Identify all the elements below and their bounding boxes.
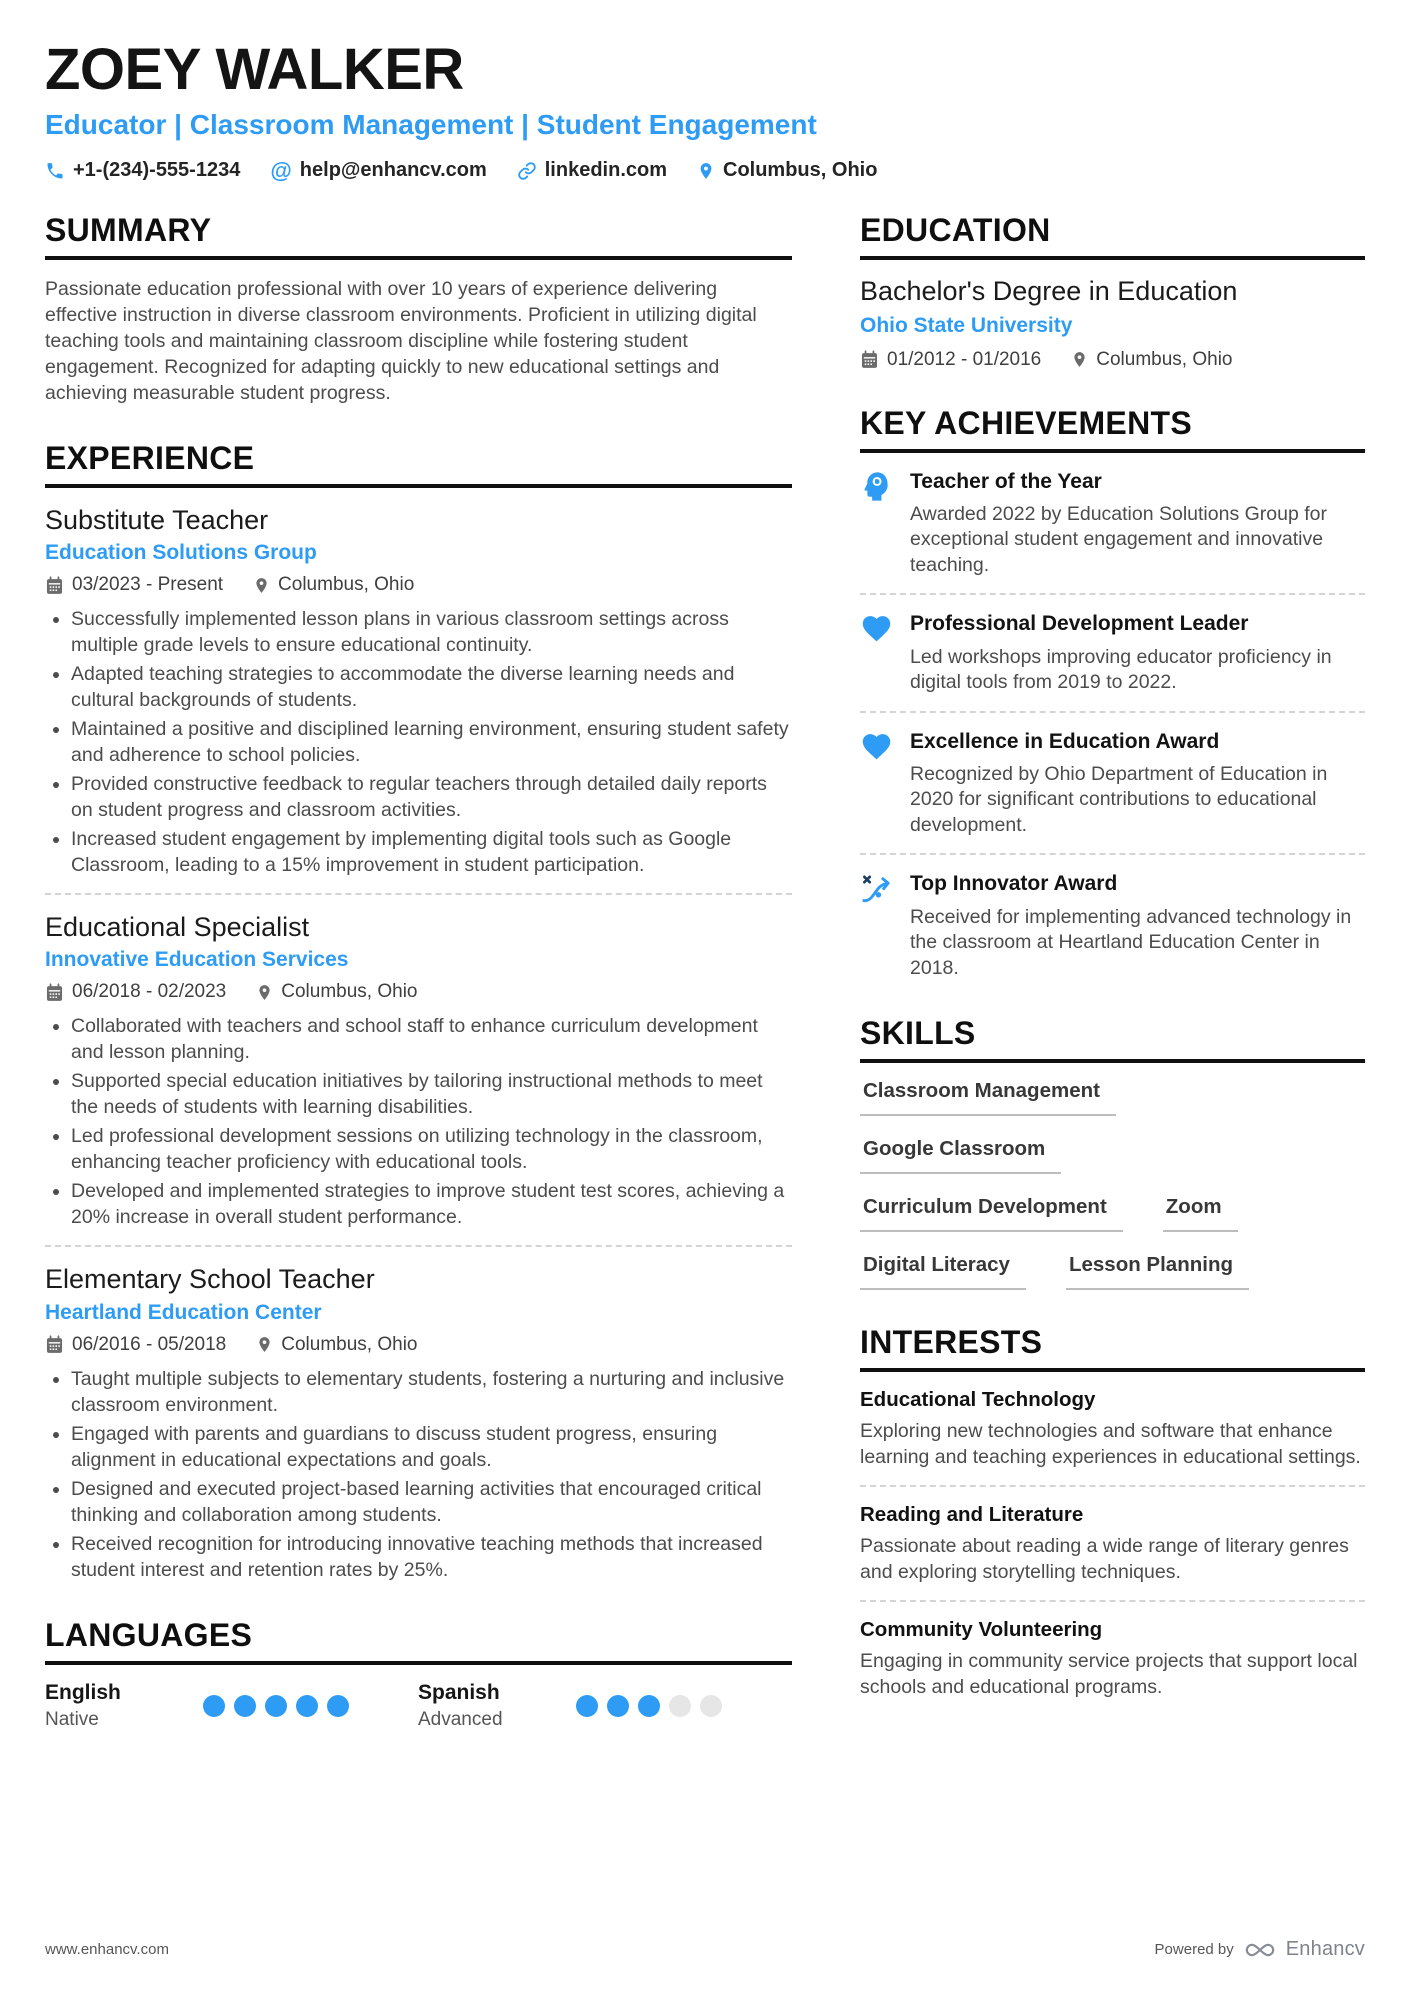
achievement-text: Recognized by Ohio Department of Education in 2020 for significant contributions to educational development. (910, 762, 1328, 836)
right-column (860, 212, 1365, 1734)
job-bullet: • Developed and implemented strategies to improve student test scores, achieving a 20% increase in overall student performance. (71, 1178, 792, 1230)
email-contact[interactable] (270, 159, 486, 182)
achievement-title: Professional Development Leader (910, 612, 1249, 636)
experience-entry (45, 504, 792, 878)
job-dates-text: 06/2018 - 02/2023 (72, 981, 227, 1003)
education-location (1071, 349, 1232, 371)
skill-tag: Zoom (1163, 1195, 1238, 1232)
job-bullet: • Supported special education initiatives by tailoring instructional methods to meet the needs of students with learning disabilities. (71, 1068, 792, 1120)
achievements-heading: KEY ACHIEVEMENTS (860, 405, 1365, 453)
experience-entry (45, 1263, 792, 1582)
interest-text: Engaging in community service projects that support local schools and educational programs. (860, 1649, 1358, 1698)
education-heading: EDUCATION (860, 212, 1365, 260)
job-title: Educational Specialist (45, 912, 310, 943)
achievement-title: Excellence in Education Award (910, 729, 1220, 753)
summary-text: Passionate education professional with over 10 years of experience delivering effective instruction in diverse classroom environments. Proficient in utilizing digital teaching tools and maintaining classroom discipline while fostering student engagement. Recognized for adapting quickly to new educational settings and achieving measurable student progress. (45, 277, 757, 404)
brand-name: Enhancv (1285, 1938, 1365, 1960)
languages-row (45, 1681, 792, 1731)
skill-tag: Google Classroom (860, 1137, 1061, 1174)
enhancv-logo-icon (1244, 1942, 1276, 1958)
head-idea-icon (860, 469, 894, 579)
job-dates (45, 981, 226, 1003)
interest-title: Community Volunteering (860, 1617, 1103, 1641)
powered-by-label: Powered by (1154, 1941, 1234, 1958)
phone-number: +1-(234)-555-1234 (73, 159, 241, 182)
achievement-item (860, 469, 1365, 579)
language-level: Native (45, 1708, 99, 1730)
experience-section (45, 440, 792, 1583)
website-contact[interactable] (517, 159, 667, 182)
powered-by[interactable] (1155, 1938, 1365, 1961)
interest-title: Educational Technology (860, 1387, 1096, 1411)
achievement-item (860, 611, 1365, 695)
job-company: Heartland Education Center (45, 1300, 322, 1324)
skill-tag: Curriculum Development (860, 1195, 1123, 1232)
entry-divider (45, 893, 792, 895)
entry-divider (860, 853, 1365, 855)
page-footer (45, 1938, 1365, 1961)
interest-item (860, 1503, 1365, 1585)
calendar-icon (45, 983, 64, 1002)
strategy-arrow-icon (860, 871, 894, 981)
job-location-text: Columbus, Ohio (281, 981, 418, 1003)
achievement-title: Top Innovator Award (910, 872, 1118, 896)
location-text: Columbus, Ohio (723, 159, 878, 182)
summary-section (45, 212, 792, 406)
achievement-item (860, 871, 1365, 981)
job-title: Substitute Teacher (45, 504, 269, 535)
education-meta (860, 349, 1365, 371)
location-contact (697, 159, 877, 182)
calendar-icon (45, 1335, 64, 1354)
calendar-icon (45, 576, 64, 595)
entry-divider (860, 1600, 1365, 1602)
job-bullet: • Received recognition for introducing innovative teaching methods that increased student interest and retention rates by 25%. (71, 1531, 792, 1583)
job-dates (45, 1334, 226, 1356)
achievement-text: Led workshops improving educator proficiency in digital tools from 2019 to 2022. (910, 645, 1332, 694)
entry-divider (860, 1485, 1365, 1487)
languages-section (45, 1617, 792, 1731)
experience-heading: EXPERIENCE (45, 440, 792, 488)
left-column (45, 212, 792, 1765)
skills-heading: SKILLS (860, 1015, 1365, 1063)
heart-icon (860, 729, 894, 839)
language-item (45, 1681, 418, 1731)
degree-title: Bachelor's Degree in Education (860, 275, 1238, 306)
job-bullet: • Designed and executed project-based learning activities that encouraged critical thinking and collaboration among students. (71, 1476, 792, 1528)
link-icon (517, 161, 537, 181)
job-title: Elementary School Teacher (45, 1264, 375, 1295)
job-location-text: Columbus, Ohio (281, 1333, 418, 1355)
interests-heading: INTERESTS (860, 1324, 1365, 1372)
calendar-icon (860, 350, 879, 369)
job-bullet: • Maintained a positive and disciplined learning environment, ensuring student safety and adherence to school policies. (71, 716, 792, 768)
resume-header (45, 37, 1365, 183)
job-bullet: • Provided constructive feedback to regular teachers through detailed daily reports on student progress and classroom activities. (71, 771, 792, 823)
language-proficiency-dots (203, 1695, 349, 1717)
education-dates-text: 01/2012 - 01/2016 (887, 348, 1042, 370)
pin-icon (256, 1336, 273, 1353)
experience-entry (45, 911, 792, 1230)
phone-contact[interactable] (45, 159, 240, 182)
interest-item (860, 1618, 1365, 1700)
languages-heading: LANGUAGES (45, 1617, 792, 1665)
job-bullets (45, 1013, 792, 1230)
job-bullets (45, 606, 792, 878)
job-location (256, 981, 417, 1003)
entry-divider (860, 593, 1365, 595)
job-location (256, 1334, 417, 1356)
job-bullet: • Adapted teaching strategies to accommodate the diverse learning needs and cultural backgrounds of students. (71, 661, 792, 713)
pin-icon (253, 577, 270, 594)
job-bullet: • Taught multiple subjects to elementary students, fostering a nurturing and inclusive classroom environment. (71, 1366, 792, 1418)
interest-item (860, 1388, 1365, 1470)
skill-tag: Classroom Management (860, 1079, 1116, 1116)
education-dates (860, 349, 1041, 371)
job-company: Education Solutions Group (45, 541, 317, 565)
interests-section (860, 1324, 1365, 1700)
language-name: English (45, 1680, 121, 1704)
interest-title: Reading and Literature (860, 1502, 1084, 1526)
email-at-icon: @ (270, 157, 292, 183)
achievement-text: Awarded 2022 by Education Solutions Group for exceptional student engagement and innovative teaching. (910, 502, 1327, 576)
school-name: Ohio State University (860, 313, 1073, 337)
job-bullets (45, 1366, 792, 1583)
achievement-title: Teacher of the Year (910, 469, 1102, 493)
website-url: linkedin.com (544, 159, 667, 182)
language-proficiency-dots (576, 1695, 722, 1717)
job-bullet: • Collaborated with teachers and school staff to enhance curriculum development and lesson planning. (71, 1013, 792, 1065)
job-bullet: • Engaged with parents and guardians to discuss student progress, ensuring alignment in educational expectations and goals. (71, 1421, 792, 1473)
job-dates (45, 574, 223, 596)
job-meta (45, 981, 792, 1003)
phone-icon (45, 161, 65, 181)
job-meta (45, 574, 792, 596)
skill-tag: Lesson Planning (1066, 1253, 1249, 1290)
job-company: Innovative Education Services (45, 948, 349, 972)
skills-section (860, 1015, 1365, 1290)
job-bullet: • Led professional development sessions on utilizing technology in the classroom, enhancing teacher proficiency with educational tools. (71, 1123, 792, 1175)
pin-icon (1071, 351, 1088, 368)
pin-icon (256, 984, 273, 1001)
contact-row (45, 159, 1365, 182)
email-address: help@enhancv.com (299, 159, 487, 182)
job-dates-text: 06/2016 - 05/2018 (72, 1333, 227, 1355)
summary-heading: SUMMARY (45, 212, 792, 260)
skill-tag: Digital Literacy (860, 1253, 1026, 1290)
language-name: Spanish (418, 1680, 500, 1704)
location-pin-icon (697, 162, 715, 180)
education-location-text: Columbus, Ohio (1096, 348, 1233, 370)
job-dates-text: 03/2023 - Present (72, 574, 224, 596)
achievement-text: Received for implementing advanced technology in the classroom at Heartland Education Center in 2018. (910, 905, 1352, 979)
job-location (253, 574, 414, 596)
job-location-text: Columbus, Ohio (278, 574, 415, 596)
language-item (418, 1681, 791, 1731)
education-section (860, 212, 1365, 371)
interest-text: Exploring new technologies and software that enhance learning and teaching experiences in educational settings. (860, 1419, 1361, 1468)
achievement-item (860, 729, 1365, 839)
language-level: Advanced (418, 1708, 503, 1730)
job-bullet: • Increased student engagement by implementing digital tools such as Google Classroom, leading to a 15% improvement in student participation. (71, 826, 792, 878)
heart-icon (860, 611, 894, 695)
footer-site-link[interactable]: www.enhancv.com (45, 1941, 169, 1958)
achievements-section (860, 405, 1365, 981)
person-name: ZOEY WALKER (45, 37, 464, 102)
job-meta (45, 1334, 792, 1356)
entry-divider (45, 1245, 792, 1247)
job-bullet: • Successfully implemented lesson plans in various classroom settings across multiple grade levels to ensure educational continuity. (71, 606, 792, 658)
interest-text: Passionate about reading a wide range of literary genres and exploring storytelling techniques. (860, 1534, 1349, 1583)
entry-divider (860, 711, 1365, 713)
person-headline: Educator | Classroom Management | Student Engagement (45, 108, 817, 140)
